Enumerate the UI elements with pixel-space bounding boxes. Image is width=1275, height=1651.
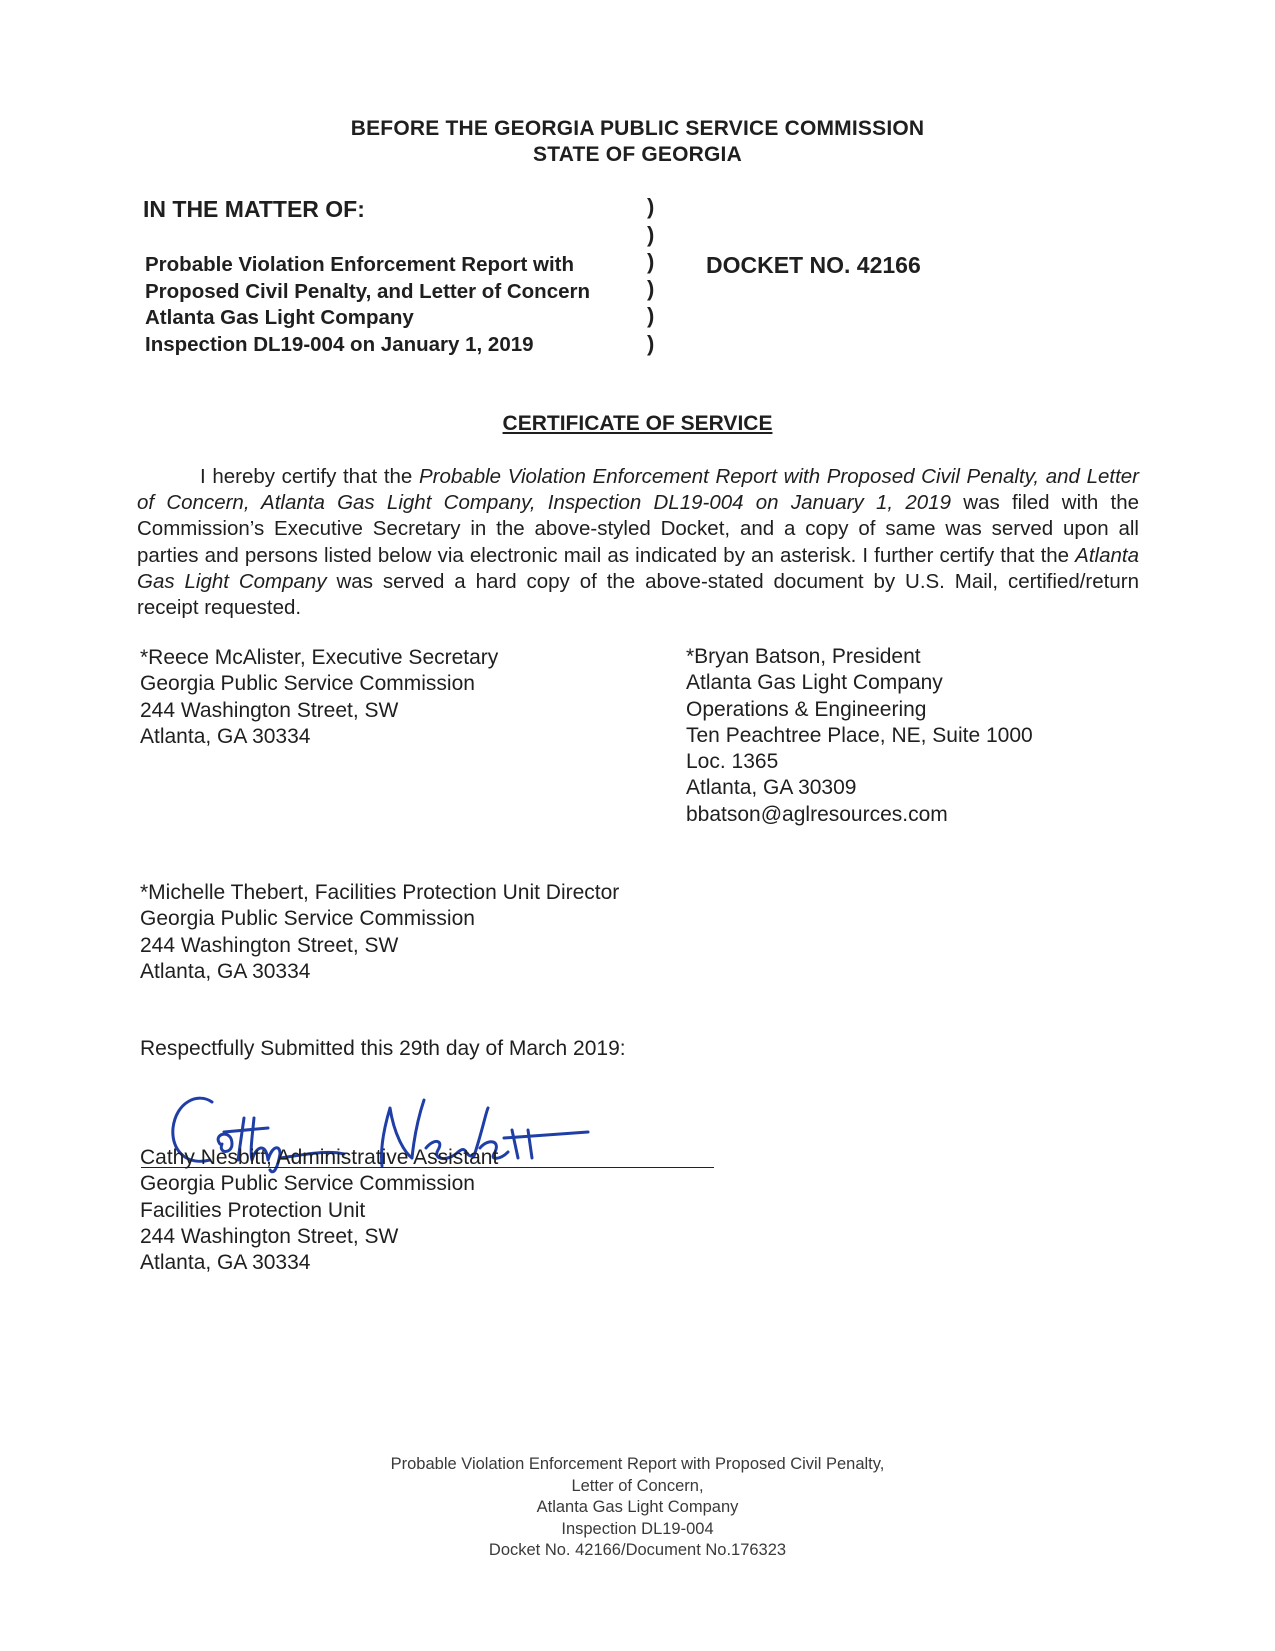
matter-caption [145, 252, 590, 358]
footer-line: Docket No. 42166/Document No.176323 [488, 1541, 787, 1559]
docket-number: DOCKET NO. 42166 [706, 252, 921, 278]
submission-line: Respectfully Submitted this 29th day of March 2019: [140, 1037, 626, 1060]
email-address: bbatson@aglresources.com [686, 802, 948, 826]
address-line: Operations & Engineering [686, 697, 927, 721]
signer-name: Cathy Nesbitt, Administrative Assistant [140, 1146, 499, 1169]
court-header-line2: STATE OF GEORGIA [533, 143, 742, 166]
body-italic-document-title: Probable Violation Enforcement Report with Proposed Civil Penalty, and Letter of Concern, Atlanta Gas Light Company, Inspection DL19-004 on January 1, 2019 [137, 465, 1139, 515]
footer-line: Atlanta Gas Light Company [536, 1498, 739, 1516]
address-line: *Reece McAlister, Executive Secretary [140, 646, 499, 669]
matter-label: IN THE MATTER OF: [143, 196, 365, 222]
footer-line: Letter of Concern, [571, 1476, 704, 1495]
body-text: was filed with the Commission’s Executive Secretary in the above-styled Docket, and a copy of same was served upon all parties and persons listed below via electronic mail as indicated by an asterisk. I further certify that the [137, 491, 1139, 567]
certificate-body [137, 464, 1139, 621]
caption-paren: ) [647, 303, 655, 328]
address-line: Loc. 1365 [686, 750, 779, 774]
caption-line: Atlanta Gas Light Company [145, 306, 414, 329]
body-italic-company: Atlanta Gas Light Company [137, 543, 1139, 593]
caption-paren: ) [647, 331, 655, 356]
address-line: Ten Peachtree Place, NE, Suite 1000 [686, 723, 1033, 747]
address-line: Atlanta, GA 30334 [140, 1251, 311, 1275]
caption-line: Probable Violation Enforcement Report with [145, 253, 575, 276]
body-text: was served a hard copy of the above-stated document by U.S. Mail, certified/return receipt requested. [137, 569, 1139, 620]
address-line: Atlanta, GA 30309 [686, 776, 857, 800]
footer-line: Probable Violation Enforcement Report with Proposed Civil Penalty, [390, 1455, 885, 1473]
address-line: 244 Washington Street, SW [140, 698, 399, 722]
address-line: Atlanta Gas Light Company [686, 671, 943, 695]
footer-line: Inspection DL19-004 [561, 1519, 714, 1538]
address-line: Georgia Public Service Commission [140, 1172, 475, 1196]
signature-text: Cathy Nesbitt [168, 1075, 265, 1092]
address-line: Atlanta, GA 30334 [140, 959, 311, 983]
address-line: 244 Washington Street, SW [140, 1224, 399, 1248]
court-header-line1: BEFORE THE GEORGIA PUBLIC SERVICE COMMISSION [350, 117, 925, 140]
address-line: *Michelle Thebert, Facilities Protection Unit Director [140, 881, 620, 904]
address-line: Georgia Public Service Commission [140, 672, 475, 696]
signer-block [140, 1145, 498, 1276]
caption-paren: ) [647, 249, 655, 274]
address-line: Atlanta, GA 30334 [140, 724, 311, 748]
recipient-thebert [140, 880, 619, 985]
page-footer [0, 1454, 1275, 1562]
recipient-batson [686, 644, 1033, 828]
caption-line: Proposed Civil Penalty, and Letter of Concern [145, 279, 591, 303]
address-line: Facilities Protection Unit [140, 1198, 366, 1222]
address-line: 244 Washington Street, SW [140, 933, 399, 957]
caption-paren: ) [647, 276, 655, 301]
address-line: Georgia Public Service Commission [140, 907, 475, 931]
caption-paren: ) [647, 222, 655, 247]
certificate-title: CERTIFICATE OF SERVICE [502, 412, 773, 435]
caption-paren: ) [647, 194, 655, 219]
recipient-mcalister [140, 645, 498, 750]
body-text: I hereby certify that the [200, 465, 419, 488]
address-line: *Bryan Batson, President [686, 645, 921, 668]
caption-line: Inspection DL19-004 on January 1, 2019 [145, 332, 534, 356]
